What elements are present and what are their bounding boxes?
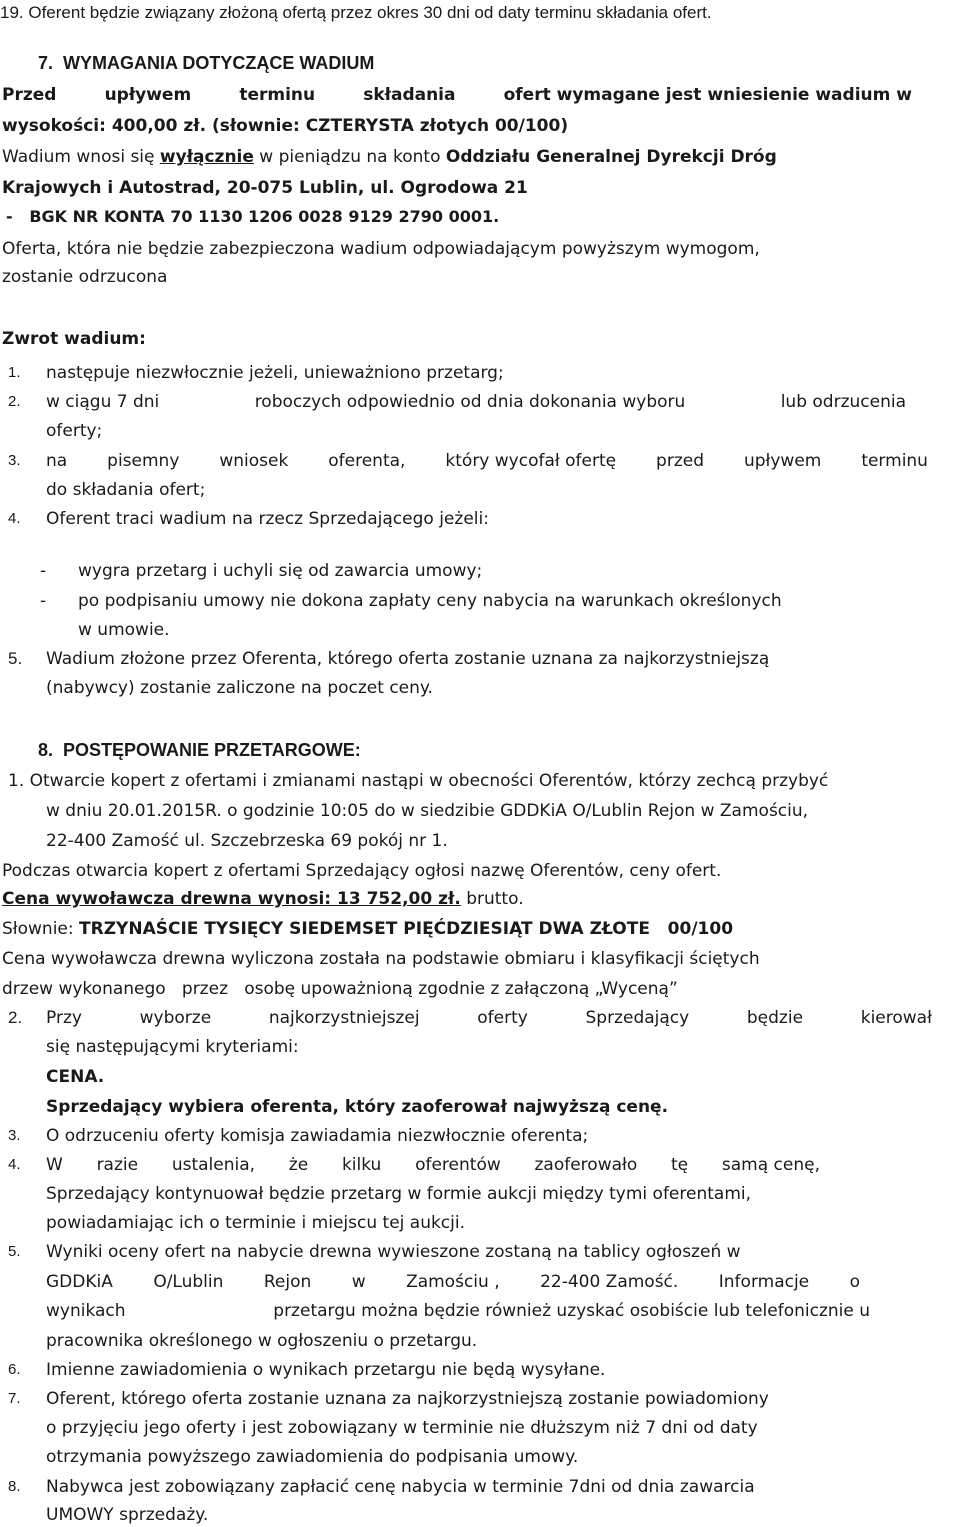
starting-price: Cena wywoławcza drewna wynosi: 13 752,00 zł. [2,889,461,909]
word: 22-400 Zamość. [540,1272,679,1292]
word: oferty [477,1008,528,1028]
item-text: (nabywcy) zostanie zaliczone na poczet ceny. [46,678,433,698]
text: otrzymania powyższego zawiadomienia do podpisania umowy. [46,1447,579,1467]
word: razie [96,1155,139,1175]
zwrot-title-text: Zwrot wadium: [2,329,146,349]
word: Informacje [718,1272,810,1292]
text: Podczas otwarcia kopert z ofertami Sprzedający ogłosi nazwę Oferentów, ceny ofert. [2,861,722,881]
word: W [46,1155,63,1175]
word: Przed [2,85,57,105]
word: terminu [239,85,316,105]
paragraph-19 [0,2,712,24]
word: roboczych odpowiednio od dnia dokonania wyboru [254,392,686,412]
item-text: następuje niezwłocznie jeżeli, unieważniono przetarg; [46,363,504,383]
section-7-title [38,52,374,74]
item-number: 1. [8,364,21,381]
word: Przy [46,1008,82,1028]
paragraph-19-text: 19. Oferent będzie związany złożoną ofertą przez okres 30 dni od daty terminu składania ofert. [0,3,712,22]
text: brutto. [460,889,524,909]
item-text: Nabywca jest zobowiązany zapłacić cenę nabycia w terminie 7dni od dnia zawarcia [46,1477,755,1497]
text: w pieniądzu na konto [253,147,446,167]
s8-p4 [2,918,733,940]
item-text: po podpisaniu umowy nie dokona zapłaty ceny nabycia na warunkach określonych [78,591,782,611]
text: się następującymi kryteriami: [46,1037,299,1057]
s8-p2 [2,860,721,882]
word: będzie [746,1008,804,1028]
item-text: oferty; [46,421,103,441]
s8-item-2-cont [46,1036,299,1058]
section-7-line-4 [2,177,528,199]
section-7-line-1 [2,84,912,106]
section-7-line-7 [2,266,167,288]
text: pracownika określonego w ogłoszeniu o przetargu. [46,1331,478,1351]
item-text: O odrzuceniu oferty komisja zawiadamia niezwłocznie oferenta; [46,1126,589,1146]
text: Słownie: [2,919,80,939]
word: który wycofał ofertę [445,451,617,471]
item-text: wygra przetarg i uchyli się od zawarcia umowy; [78,561,483,581]
s8-item-5-cont3 [46,1330,477,1352]
word: kilku [341,1155,382,1175]
zwrot-dash-2-cont [78,619,170,641]
word: pisemny [107,451,180,471]
word: GDDKiA [46,1272,113,1292]
item-text: Imienne zawiadomienia o wynikach przetargu nie będą wysyłane. [46,1360,606,1380]
item-number: 2. [8,1008,23,1027]
s8-p3 [2,888,524,910]
text: Cena wywoławcza drewna wyliczona została na podstawie obmiaru i klasyfikacji ściętych [2,949,760,969]
word: składania [363,85,456,105]
criterion-description [46,1096,668,1118]
text: o przyjęciu jego oferty i jest zobowiązany w terminie nie dłuższym niż 7 dni od daty [46,1418,758,1438]
word: o [849,1272,860,1292]
dash-marker: - [40,591,47,611]
word: przetargu można będzie również uzyskać osobiście lub telefonicznie u [273,1301,870,1321]
word: samą cenę, [721,1155,820,1175]
word: wniosek [219,451,289,471]
s8-item-8-cont [46,1504,208,1526]
word: ofert wymagane jest wniesienie wadium w [503,85,912,105]
word: kierował [860,1008,932,1028]
word: przed [656,451,705,471]
item-number: 7. [8,1390,21,1407]
word: tę [671,1155,689,1175]
word: upływem [104,85,192,105]
s8-item-5-cont1 [46,1271,860,1293]
text: powiadamiając ich o terminie i miejscu tej aukcji. [46,1213,466,1233]
bold-text: Oddziału Generalnej Dyrekcji Dróg [445,147,777,167]
text: Sprzedający wybiera oferenta, który zaoferował najwyższą cenę. [46,1097,669,1117]
address: Krajowych i Autostrad, 20-075 Lublin, ul. Ogrodowa 21 [2,178,528,198]
item-number: 5. [8,1243,21,1260]
text: 22-400 Zamość ul. Szczebrzeska 69 pokój nr 1. [46,831,448,851]
section-8-title [38,739,361,761]
zwrot-title [2,328,146,350]
amount-words: (słownie: CZTERYSTA złotych 00/100) [211,116,569,136]
item-number: 3. [8,452,21,469]
s8-p1-line3 [46,830,448,852]
s8-p1-line1 [8,770,828,792]
word: wyborze [139,1008,212,1028]
word: oferentów [415,1155,501,1175]
word: w ciągu 7 dni [46,392,160,412]
text: Wadium wnosi się [2,147,160,167]
section-7-title-text: 7. WYMAGANIA DOTYCZĄCE WADIUM [38,53,375,73]
underlined-text: wyłącznie [159,147,254,167]
word: wynikach [46,1301,126,1321]
criterion-cena [46,1066,104,1088]
item-text: Oferent traci wadium na rzecz Sprzedającego jeżeli: [46,509,489,529]
dash-marker: - [40,561,47,581]
item-number: 4. [8,510,21,527]
amount: wysokości: 400,00 zł. [2,116,212,136]
s8-item-7-cont2 [46,1446,578,1468]
word: terminu [861,451,928,471]
text: w dniu 20.01.2015R. o godzinie 10:05 do w siedzibie GDDKiA O/Lublin Rejon w Zamościu, [46,801,809,821]
s8-p5 [2,948,760,970]
item-number: 2. [8,393,21,410]
s8-item-5-cont2 [46,1300,870,1322]
zwrot-item-2-cont [46,420,102,442]
item-text: do składania ofert; [46,480,206,500]
s8-item-4-cont2 [46,1212,465,1234]
word: ustalenia, [171,1155,256,1175]
word: w [351,1272,366,1292]
item-text: Wadium złożone przez Oferenta, którego oferta zostanie uznana za najkorzystniejszą [46,649,770,669]
item-number: 3. [8,1127,21,1144]
text: UMOWY sprzedaży. [46,1505,209,1525]
item-number: 5. [8,649,23,668]
item-number: 4. [8,1156,21,1173]
s8-p1-line2 [46,800,808,822]
price-in-words: TRZYNAŚCIE TYSIĘCY SIEDEMSET PIĘĆDZIESIĄT DWA ZŁOTE 00/100 [79,919,734,939]
section-7-line-6 [2,238,760,260]
zwrot-item-5-cont [46,677,433,699]
s8-item-7-cont1 [46,1417,758,1439]
item-number: 6. [8,1361,21,1378]
text: Oferta, która nie będzie zabezpieczona wadium odpowiadającym powyższym wymogom, [2,239,760,259]
item-text: w umowie. [78,620,170,640]
text: 1. Otwarcie kopert z ofertami i zmianami nastąpi w obecności Oferentów, którzy zechcą przybyć [8,771,829,791]
word: upływem [743,451,822,471]
word: lub odrzucenia [780,392,906,412]
word: zaoferowało [534,1155,638,1175]
s8-p6 [2,978,678,1000]
bank-account [6,206,499,228]
word: oferenta, [328,451,406,471]
text: Sprzedający kontynuował będzie przetarg w formie aukcji między tymi oferentami, [46,1184,752,1204]
text: CENA. [46,1067,105,1087]
word: na [46,451,68,471]
item-text: Oferent, którego oferta zostanie uznana za najkorzystniejszą zostanie powiadomiony [46,1389,769,1409]
word: O/Lublin [153,1272,224,1292]
item-text: Wyniki oceny ofert na nabycie drewna wywieszone zostaną na tablicy ogłoszeń w [46,1242,741,1262]
word: najkorzystniejszej [268,1008,420,1028]
word: Rejon [263,1272,312,1292]
word: Zamościu , [406,1272,500,1292]
s8-item-4-cont1 [46,1183,751,1205]
word: że [288,1155,309,1175]
item-number: 8. [8,1478,21,1495]
zwrot-item-3-cont [46,479,205,501]
text: zostanie odrzucona [2,267,168,287]
section-7-line-2 [2,115,568,137]
section-8-title-text: 8. POSTĘPOWANIE PRZETARGOWE: [38,740,361,760]
text: drzew wykonanego przez osobę upoważnioną zgodnie z załączoną „Wyceną” [2,979,678,999]
word: Sprzedający [585,1008,690,1028]
bank-account-text: - BGK NR KONTA 70 1130 1206 0028 9129 2790 0001. [6,207,500,226]
section-7-line-3 [2,146,777,168]
